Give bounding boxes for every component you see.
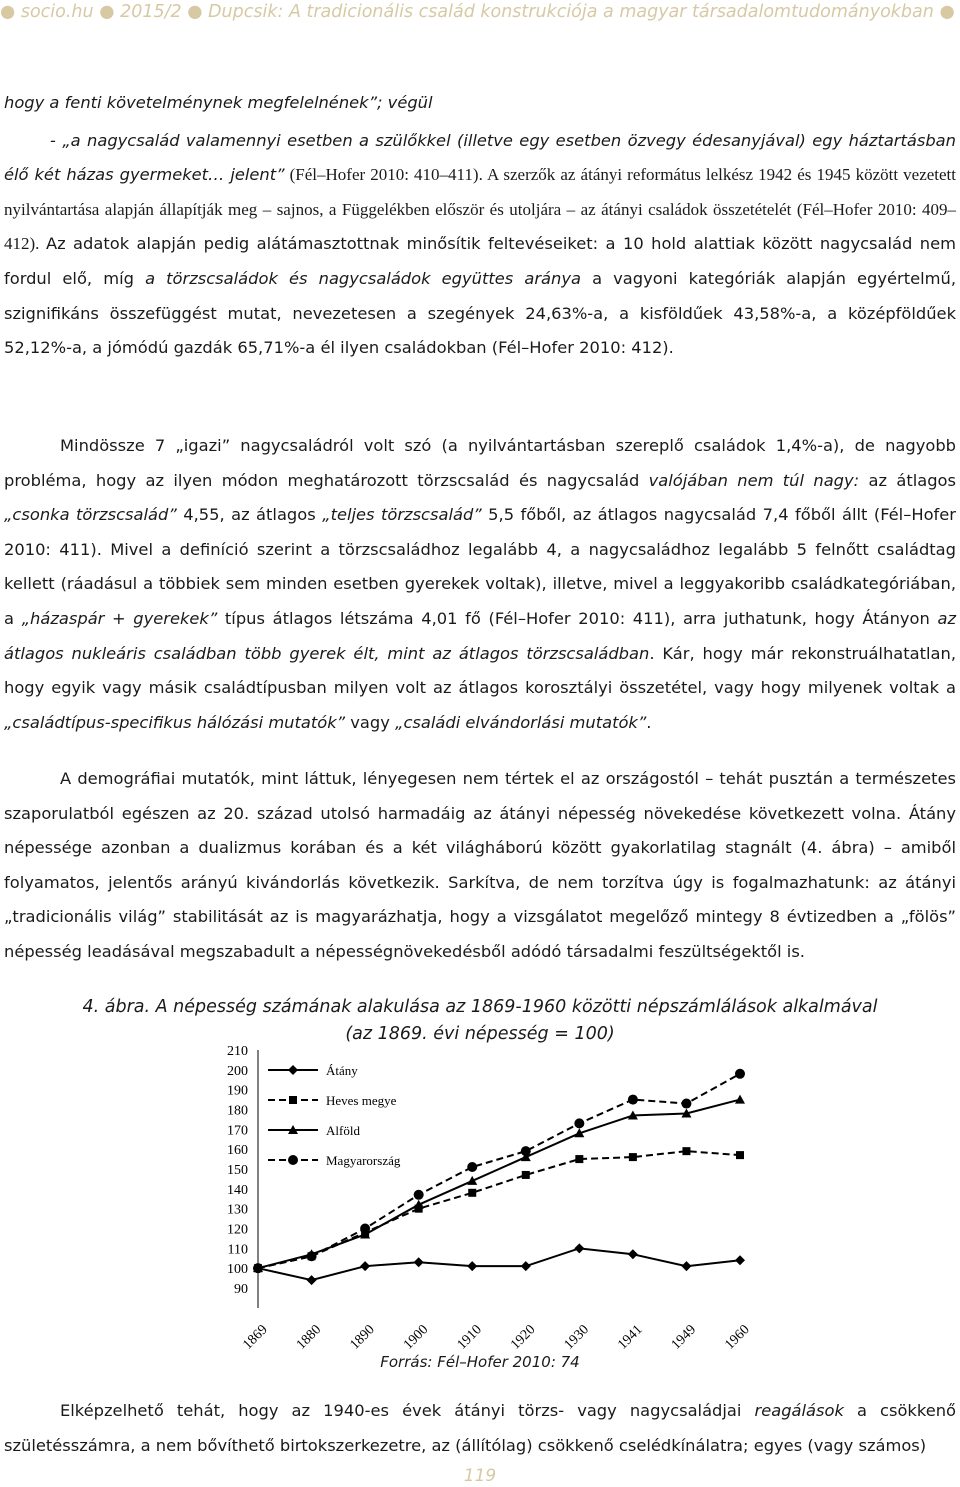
p2-italic: „teljes törzscsalád” bbox=[322, 505, 482, 525]
y-tick-label: 180 bbox=[227, 1103, 248, 1119]
legend-label: Átány bbox=[326, 1063, 358, 1078]
data-point bbox=[735, 1069, 745, 1079]
x-tick-label: 1880 bbox=[293, 1322, 325, 1353]
data-point bbox=[628, 1249, 638, 1259]
header-article: Dupcsik: A tradicionális család konstrukciója a magyar társadalomtudományokban bbox=[208, 2, 934, 22]
figure-title-line-1: 4. ábra. A népesség számának alakulása az 1869-1960 közötti népszámlálások alkalmával bbox=[82, 997, 878, 1017]
p2-text: típus átlagos létszáma 4,01 fő (Fél–Hofer 2010: 411), arra juthatunk, hogy Átányon bbox=[217, 608, 938, 628]
data-point bbox=[360, 1261, 370, 1271]
x-tick-label: 1910 bbox=[454, 1322, 485, 1353]
data-point bbox=[307, 1251, 317, 1261]
population-chart bbox=[200, 1040, 760, 1360]
data-point bbox=[736, 1151, 744, 1159]
citation: (Fél–Hofer 2010: 410–411). bbox=[284, 165, 487, 185]
p2-text: az átlagos bbox=[859, 470, 956, 490]
x-tick-label: 1869 bbox=[240, 1322, 271, 1353]
paragraph-1-line-1: hogy a fenti követelménynek megfelelnének”; végül bbox=[4, 93, 433, 112]
p2-text: . bbox=[646, 712, 652, 732]
p2-italic: valójában nem túl nagy: bbox=[648, 470, 860, 490]
data-point bbox=[682, 1147, 690, 1155]
paragraph-2 bbox=[4, 429, 956, 740]
p4-text: a csökkenő születésszámra, a nem bővíthető birtokszerkezetre, az (állítólag) csökkenő cselédkínálatra; egyes (vagy számos) bbox=[4, 1401, 957, 1455]
p2-text: 4,55, az átlagos bbox=[176, 505, 323, 525]
paragraph-1 bbox=[4, 86, 956, 366]
legend-entry bbox=[268, 1123, 360, 1138]
p2-italic: „családtípus-specifikus hálózási mutatók” bbox=[4, 712, 346, 732]
data-point bbox=[575, 1155, 583, 1163]
data-point bbox=[289, 1096, 297, 1104]
data-point bbox=[253, 1263, 263, 1273]
figure-title-line-2: (az 1869. évi népesség = 100) bbox=[345, 1024, 615, 1044]
x-tick-label: 1941 bbox=[615, 1322, 646, 1353]
quote: „a nagycsalád valamennyi esetben a szülőkkel (illetve egy esetben özvegy édesanyjával) egy háztartásban élő két házas gyermeket… jelent” bbox=[4, 130, 956, 185]
p2-text: 5,5 főből, az átlagos nagycsalád 7,4 főből állt (Fél–Hofer 2010: 411). Mivel a definíció szerint a törzscsaládhoz legalább 4, a nagycsaládhoz legalább 5 felnőtt családtag kellett (ráadásul a többiek sem minden esetben gyerekek voltak), illetve, mivel a leggyakoribb családkategóriában, a bbox=[4, 505, 956, 628]
data-point bbox=[414, 1190, 424, 1200]
y-tick-label: 120 bbox=[227, 1222, 248, 1238]
header-issue: 2015/2 bbox=[120, 2, 182, 22]
paragraph-3 bbox=[4, 762, 956, 970]
data-point bbox=[288, 1065, 298, 1075]
paragraph-1-text-3: a vagyoni kategóriák alapján egyértelmű, szignifikáns összefüggést mutat, nevezetesen a szegények 24,63%-a, a kisföldűek 43,58%-a, a középföldűek 52,12%-a, a jómódú gazdák 65,71%-a él ilyen családokban (Fél–Hofer 2010: 412). bbox=[4, 268, 956, 358]
data-point bbox=[521, 1146, 531, 1156]
y-tick-label: 200 bbox=[227, 1063, 248, 1079]
p2-text: vagy bbox=[345, 712, 396, 732]
y-tick-label: 140 bbox=[227, 1182, 248, 1198]
header-site: socio.hu bbox=[20, 2, 94, 22]
p2-text: Mindössze 7 „igazi” nagycsaládról volt szó (a nyilvántartásban szereplő családok 1,4%-a), de nagyobb probléma, hogy az ilyen módon meghatározott törzscsalád és nagycsalád bbox=[4, 436, 956, 490]
x-tick-label: 1900 bbox=[400, 1322, 432, 1353]
data-point bbox=[360, 1224, 370, 1234]
p4-italic: reagálások bbox=[754, 1401, 844, 1420]
legend-entry bbox=[268, 1063, 358, 1078]
p2-italic: „házaspár + gyerekek” bbox=[21, 608, 218, 628]
paragraph-4 bbox=[4, 1394, 956, 1463]
legend-label: Magyarország bbox=[326, 1153, 401, 1168]
x-tick-label: 1920 bbox=[508, 1322, 539, 1353]
data-point bbox=[307, 1275, 317, 1285]
y-tick-label: 150 bbox=[227, 1163, 248, 1178]
data-point bbox=[521, 1261, 531, 1271]
data-point bbox=[735, 1095, 745, 1104]
bullet-icon: ● bbox=[187, 2, 203, 22]
p3-text: A demográfiai mutatók, mint láttuk, lényegesen nem tértek el az országostól – tehát pusztán a természetes szaporulatból egészen az 20. század utolsó harmadáig az átányi népesség növekedése következett volna. Átány népessége azonban a dualizmus korában és a két világháború között gyakorlatilag stagnált (4. ábra) – amiből folyamatos, jelentős arányú kivándorlás következik. Sarkítva, de nem torzítva úgy is fogalmazhatunk: az átányi „tradicionális világ” stabilitását az is magyarázhatja, hogy a vizsgálatot megelőző mintegy 8 évtizedben a „fölös” népesség leadásával megszabadult a népességnövekedésből adódó társadalmi feszültségektől is. bbox=[4, 769, 956, 961]
data-point bbox=[522, 1171, 530, 1179]
p2-text: . Kár, hogy már rekonstruálhatatlan, hogy egyik vagy másik családtípusban milyen volt az átlagos korosztályi összetétel, vagy hogy milyenek voltak a bbox=[4, 643, 956, 698]
data-point bbox=[467, 1162, 477, 1172]
legend-entry bbox=[268, 1093, 397, 1108]
x-tick-label: 1930 bbox=[561, 1322, 593, 1353]
x-tick-label: 1890 bbox=[347, 1322, 378, 1353]
data-point bbox=[628, 1095, 638, 1105]
bullet-icon: ● bbox=[939, 2, 955, 22]
legend-label: Alföld bbox=[326, 1123, 360, 1138]
y-tick-label: 170 bbox=[227, 1123, 248, 1139]
data-point bbox=[629, 1153, 637, 1161]
legend-entry bbox=[268, 1153, 401, 1168]
data-point bbox=[414, 1257, 424, 1267]
paragraph-1-italic: a törzscsaládok és nagycsaládok együttes aránya bbox=[145, 268, 581, 288]
p2-italic: az átlagos nukleáris családban több gyerek élt, mint az átlagos törzscsaládban bbox=[4, 608, 957, 663]
paragraph-1-text-2: Az adatok alapján pedig alátámasztottnak minősítik feltevéseiket: a 10 hold alattiak között nagycsalád nem fordul elő, míg bbox=[4, 234, 956, 288]
p2-italic: „csonka törzscsalád” bbox=[4, 505, 177, 525]
data-point bbox=[735, 1255, 745, 1265]
series-line bbox=[258, 1248, 740, 1280]
p4-text: Elképzelhető tehát, hogy az 1940-es évek átányi törzs- vagy nagycsaládjai bbox=[60, 1401, 755, 1420]
bullet-icon: ● bbox=[99, 2, 115, 22]
bullet-icon: ● bbox=[0, 2, 16, 22]
data-point bbox=[468, 1189, 476, 1197]
data-point bbox=[681, 1261, 691, 1271]
running-header bbox=[0, 2, 960, 32]
data-point bbox=[288, 1155, 298, 1165]
data-point bbox=[681, 1099, 691, 1109]
y-tick-label: 130 bbox=[227, 1202, 248, 1218]
figure-source: Forrás: Fél–Hofer 2010: 74 bbox=[380, 1353, 580, 1371]
x-tick-label: 1949 bbox=[668, 1322, 700, 1353]
data-point bbox=[574, 1118, 584, 1128]
y-tick-label: 160 bbox=[227, 1143, 248, 1159]
p2-italic: „családi elvándorlási mutatók” bbox=[395, 712, 647, 732]
y-tick-label: 190 bbox=[227, 1083, 248, 1099]
y-tick-label: 110 bbox=[227, 1242, 248, 1258]
y-tick-label: 100 bbox=[227, 1262, 248, 1278]
legend-label: Heves megye bbox=[326, 1093, 397, 1108]
y-tick-label: 90 bbox=[234, 1282, 248, 1297]
y-tick-label: 210 bbox=[227, 1044, 248, 1059]
dash: - bbox=[50, 130, 63, 150]
data-point bbox=[574, 1243, 584, 1253]
paragraph-1-text: A szerzők az átányi református lelkész 1942 és 1945 között vezetett nyilvántartása alapján állapítják meg – sajnos, a Függelékben először és utoljára – az átányi családok összetételét (Fél–Hofer 2010: 409–412). bbox=[4, 165, 956, 254]
x-tick-label: 1960 bbox=[722, 1322, 753, 1353]
data-point bbox=[467, 1261, 477, 1271]
page-number: 119 bbox=[463, 1466, 497, 1486]
